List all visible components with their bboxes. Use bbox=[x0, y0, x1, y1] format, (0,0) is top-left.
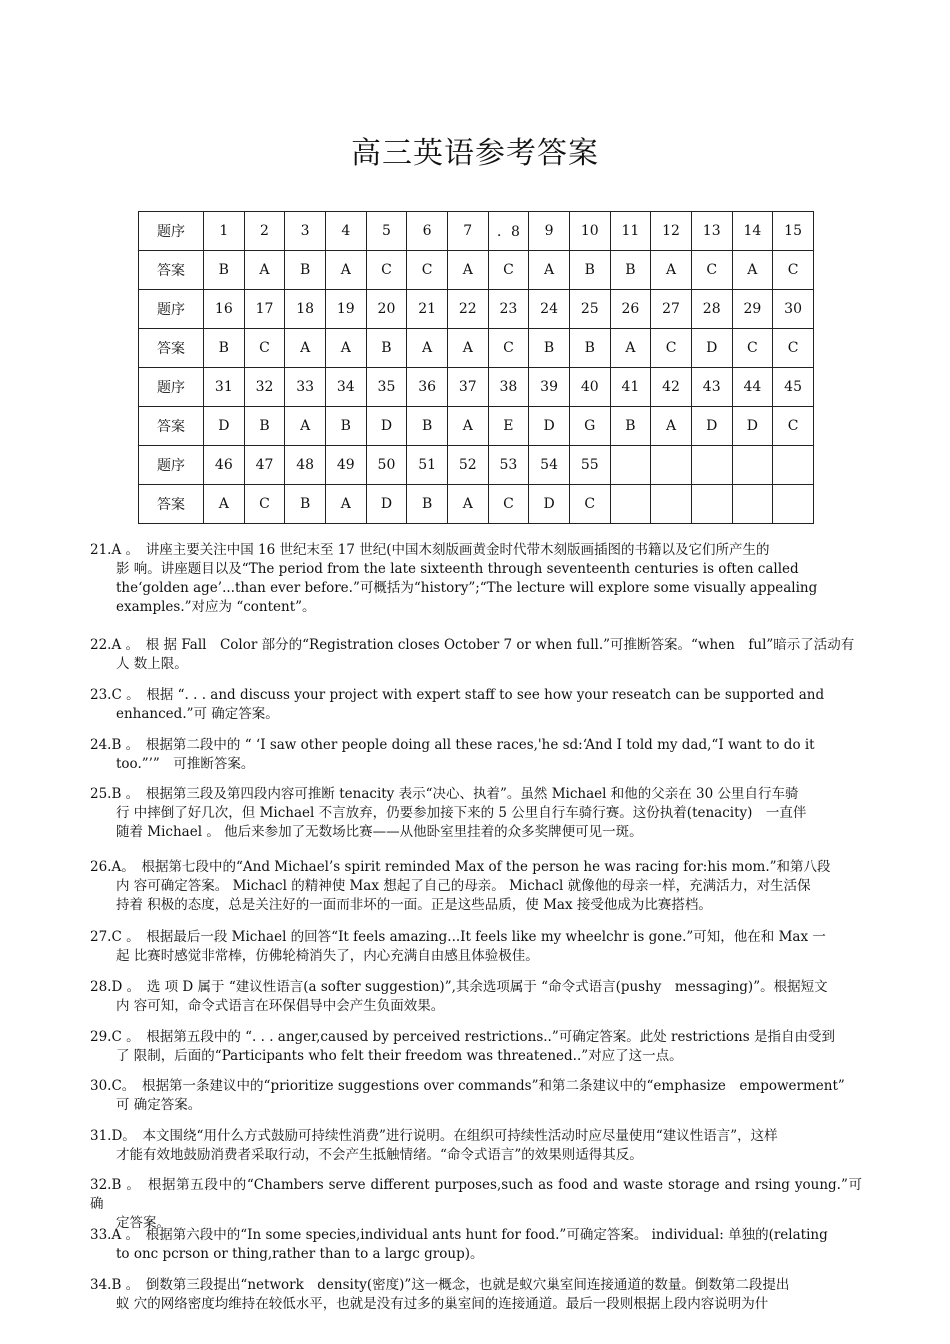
answer-cell: D bbox=[204, 407, 245, 446]
answer-cell: A bbox=[285, 329, 326, 368]
explanation-first-line: 34.B 。 倒数第三段提出“network density(密度)”这一概念，也就是蚁穴巢室间连接通道的数量。倒数第二段提出 bbox=[90, 1277, 790, 1293]
question-number-cell: 12 bbox=[651, 212, 692, 251]
explanation-continuation-line: 人 数上限。 bbox=[116, 656, 188, 672]
answer-cell: B bbox=[244, 407, 285, 446]
question-number-cell: 41 bbox=[610, 368, 651, 407]
question-number-cell: 26 bbox=[610, 290, 651, 329]
answer-cell: C bbox=[773, 251, 814, 290]
answer-cell: A bbox=[529, 251, 570, 290]
question-number-cell: 7 bbox=[447, 212, 488, 251]
explanation-item bbox=[90, 978, 862, 1016]
question-number-cell: 20 bbox=[366, 290, 407, 329]
answer-row bbox=[139, 329, 814, 368]
answer-row bbox=[139, 251, 814, 290]
explanation-item bbox=[90, 928, 862, 966]
answer-cell: B bbox=[204, 329, 245, 368]
answer-cell: C bbox=[569, 485, 610, 524]
answer-cell: D bbox=[529, 407, 570, 446]
question-number-cell: 6 bbox=[407, 212, 448, 251]
explanation-item bbox=[90, 1077, 862, 1115]
explanation-continuation-line: 内 容可确定答案。 Michacl 的精神使 Max 想起了自己的母亲。 Michacl 就像他的母亲一样，充满活力，对生活保 bbox=[116, 878, 811, 894]
answer-cell: A bbox=[651, 251, 692, 290]
question-number-cell: 2 bbox=[244, 212, 285, 251]
explanation-first-line: 23.C 。 根据 “. . . and discuss your project with expert staff to see how your reseatch can be supported and bbox=[90, 687, 825, 703]
question-number-cell: 42 bbox=[651, 368, 692, 407]
explanation-item bbox=[90, 785, 862, 842]
answer-cell bbox=[773, 485, 814, 524]
answer-cell: B bbox=[366, 329, 407, 368]
answer-cell: B bbox=[407, 485, 448, 524]
question-number-cell: 51 bbox=[407, 446, 448, 485]
question-number-cell: 28 bbox=[691, 290, 732, 329]
question-number-cell: 54 bbox=[529, 446, 570, 485]
explanation-item bbox=[90, 1226, 862, 1264]
answer-cell: B bbox=[407, 407, 448, 446]
answer-cell: B bbox=[285, 251, 326, 290]
row-label: 答案 bbox=[139, 407, 204, 446]
question-number-cell: 53 bbox=[488, 446, 529, 485]
answer-cell: D bbox=[366, 485, 407, 524]
answer-cell: A bbox=[447, 329, 488, 368]
explanation-first-line: 28.D 。 选 项 D 属于 “建议性语言(a softer suggestion)”,其余选项属于 “命令式语言(pushy messaging)”。根据短文 bbox=[90, 979, 828, 995]
answer-cell: A bbox=[447, 251, 488, 290]
question-number-cell: 49 bbox=[325, 446, 366, 485]
answer-cell: D bbox=[691, 407, 732, 446]
answer-cell: B bbox=[569, 329, 610, 368]
question-number-cell: 21 bbox=[407, 290, 448, 329]
answer-cell: A bbox=[732, 251, 773, 290]
explanation-continuation-line: 持着 积极的态度，总是关注好的一面而非坏的一面。正是这些品质，使 Max 接受他成为比赛搭档。 bbox=[116, 897, 712, 913]
explanation-item bbox=[90, 636, 862, 674]
answer-cell: A bbox=[325, 329, 366, 368]
answer-cell: A bbox=[325, 485, 366, 524]
question-number-cell: 43 bbox=[691, 368, 732, 407]
question-number-cell bbox=[773, 446, 814, 485]
answer-cell: D bbox=[691, 329, 732, 368]
question-number-cell: 11 bbox=[610, 212, 651, 251]
answer-cell: A bbox=[407, 329, 448, 368]
answer-cell bbox=[651, 485, 692, 524]
question-number-cell: 50 bbox=[366, 446, 407, 485]
question-number-cell: 22 bbox=[447, 290, 488, 329]
answer-cell: B bbox=[285, 485, 326, 524]
answer-cell: C bbox=[488, 329, 529, 368]
explanation-continuation-line: the‘golden age’...than ever before.”可概括为“history”;“The lecture will explore some visually appealing bbox=[116, 580, 818, 596]
explanation-item bbox=[90, 858, 862, 915]
answer-row bbox=[139, 407, 814, 446]
question-number-cell: 37 bbox=[447, 368, 488, 407]
explanation-first-line: 30.C。 根据第一条建议中的“prioritize suggestions over commands”和第二条建议中的“emphasize empowerment” bbox=[90, 1078, 845, 1094]
answer-cell: D bbox=[732, 407, 773, 446]
row-label: 题序 bbox=[139, 212, 204, 251]
question-number-cell: 48 bbox=[285, 446, 326, 485]
answer-cell: C bbox=[773, 329, 814, 368]
explanation-first-line: 26.A。 根据第七段中的“And Michael’s spirit reminded Max of the person he was racing for:his mom.”和第八段 bbox=[90, 859, 831, 875]
question-number-cell: 45 bbox=[773, 368, 814, 407]
question-number-cell: 23 bbox=[488, 290, 529, 329]
answer-cell: C bbox=[407, 251, 448, 290]
answer-cell: A bbox=[447, 485, 488, 524]
answer-table bbox=[138, 211, 814, 524]
question-number-cell bbox=[651, 446, 692, 485]
answer-cell: B bbox=[610, 251, 651, 290]
explanation-first-line: 22.A 。 根 据 Fall Color 部分的“Registration closes October 7 or when full.”可推断答案。“when ful”暗示了活动有 bbox=[90, 637, 855, 653]
answer-cell: G bbox=[569, 407, 610, 446]
question-number-cell: 5 bbox=[366, 212, 407, 251]
question-number-row bbox=[139, 446, 814, 485]
row-label: 题序 bbox=[139, 368, 204, 407]
page-title: 高三英语参考答案 bbox=[351, 136, 599, 171]
question-number-cell: 24 bbox=[529, 290, 570, 329]
explanation-first-line: 33.A 。 根据第六段中的“In some species,individual ants hunt for food.”可确定答案。 individual: 单独的(relating bbox=[90, 1227, 828, 1243]
question-number-cell: 25 bbox=[569, 290, 610, 329]
row-label: 答案 bbox=[139, 251, 204, 290]
answer-cell: C bbox=[691, 251, 732, 290]
question-number-cell: 19 bbox=[325, 290, 366, 329]
question-number-cell: 44 bbox=[732, 368, 773, 407]
explanation-continuation-line: 才能有效地鼓励消费者采取行动，不会产生抵触情绪。“命令式语言”的效果则适得其反。 bbox=[116, 1147, 643, 1163]
explanation-continuation-line: 了 限制，后面的“Participants who felt their freedom was threatened..”对应了这一点。 bbox=[116, 1048, 683, 1064]
explanation-continuation-line: enhanced.”可 确定答案。 bbox=[116, 706, 279, 722]
explanation-item bbox=[90, 736, 862, 774]
answer-cell: B bbox=[325, 407, 366, 446]
question-number-cell: 35 bbox=[366, 368, 407, 407]
explanation-first-line: 31.D。 本文围绕“用什么方式鼓励可持续性消费”进行说明。在组织可持续性活动时应尽量使用“建议性语言”，这样 bbox=[90, 1128, 778, 1144]
answer-cell: C bbox=[366, 251, 407, 290]
answer-cell: C bbox=[773, 407, 814, 446]
question-number-cell: 34 bbox=[325, 368, 366, 407]
explanation-continuation-line: 可 确定答案。 bbox=[116, 1097, 202, 1113]
question-number-cell: 30 bbox=[773, 290, 814, 329]
answer-cell: E bbox=[488, 407, 529, 446]
question-number-cell: 36 bbox=[407, 368, 448, 407]
explanation-item bbox=[90, 1127, 862, 1165]
question-number-cell bbox=[732, 446, 773, 485]
answer-cell: C bbox=[488, 485, 529, 524]
answer-row bbox=[139, 485, 814, 524]
explanation-first-line: 27.C 。 根据最后一段 Michael 的回答“It feels amazing...It feels like my wheelchr is gone.”可知，他在和 Max 一 bbox=[90, 929, 826, 945]
question-number-cell: 32 bbox=[244, 368, 285, 407]
answer-cell: B bbox=[610, 407, 651, 446]
explanation-continuation-line: 影 响。讲座题目以及“The period from the late sixteenth through seventeenth centuries is often called bbox=[116, 561, 799, 577]
explanation-first-line: 24.B 。 根据第二段中的 “ ‘I saw other people doing all these races,'he sd:‘And I told my dad,“I want to do it bbox=[90, 737, 815, 753]
question-number-cell: 14 bbox=[732, 212, 773, 251]
question-number-cell: 55 bbox=[569, 446, 610, 485]
question-number-cell: 29 bbox=[732, 290, 773, 329]
explanation-first-line: 25.B 。 根据第三段及第四段内容可推断 tenacity 表示“决心、执着”。虽然 Michael 和他的父亲在 30 公里自行车骑 bbox=[90, 786, 799, 802]
answer-cell: C bbox=[244, 329, 285, 368]
answer-cell: A bbox=[204, 485, 245, 524]
answer-cell: B bbox=[204, 251, 245, 290]
question-number-cell: 10 bbox=[569, 212, 610, 251]
answer-cell: B bbox=[529, 329, 570, 368]
explanation-continuation-line: too.”’” 可推断答案。 bbox=[116, 756, 255, 772]
question-number-cell: 1 bbox=[204, 212, 245, 251]
explanation-item bbox=[90, 686, 862, 724]
question-number-cell: 13 bbox=[691, 212, 732, 251]
explanation-continuation-line: 随着 Michael 。 他后来参加了无数场比赛——从他卧室里挂着的众多奖牌便可见一斑。 bbox=[116, 824, 643, 840]
explanation-continuation-line: 定答案。 bbox=[116, 1215, 170, 1231]
answer-cell: A bbox=[447, 407, 488, 446]
question-number-row bbox=[139, 368, 814, 407]
explanation-first-line: 29.C 。 根据第五段中的 “. . . anger,caused by perceived restrictions..”可确定答案。此处 restrictions 是指自由受到 bbox=[90, 1029, 835, 1045]
question-number-cell: 9 bbox=[529, 212, 570, 251]
answer-cell: A bbox=[651, 407, 692, 446]
explanation-continuation-line: 蚁 穴的网络密度均维持在较低水平，也就是没有过多的巢室间的连接通道。最后一段则根据上段内容说明为什 bbox=[116, 1296, 769, 1312]
answer-cell: C bbox=[732, 329, 773, 368]
question-number-cell: 38 bbox=[488, 368, 529, 407]
answer-cell: A bbox=[325, 251, 366, 290]
explanation-item bbox=[90, 541, 862, 617]
answer-cell: A bbox=[244, 251, 285, 290]
question-number-cell: 4 bbox=[325, 212, 366, 251]
answer-cell bbox=[732, 485, 773, 524]
question-number-cell: 39 bbox=[529, 368, 570, 407]
row-label: 答案 bbox=[139, 329, 204, 368]
explanation-continuation-line: 起 比赛时感觉非常棒，仿佛轮椅消失了，内心充满自由感且体验极佳。 bbox=[116, 948, 539, 964]
answer-cell bbox=[691, 485, 732, 524]
question-number-cell: 31 bbox=[204, 368, 245, 407]
explanation-continuation-line: 内 容可知，命令式语言在环保倡导中会产生负面效果。 bbox=[116, 998, 445, 1014]
explanation-continuation-line: to onc pcrson or thing,rather than to a largc group)。 bbox=[116, 1246, 484, 1262]
row-label: 答案 bbox=[139, 485, 204, 524]
answer-cell bbox=[610, 485, 651, 524]
question-number-cell: 16 bbox=[204, 290, 245, 329]
question-number-cell: 18 bbox=[285, 290, 326, 329]
answer-cell: D bbox=[529, 485, 570, 524]
answer-cell: A bbox=[610, 329, 651, 368]
question-number-cell: 47 bbox=[244, 446, 285, 485]
question-number-cell: 40 bbox=[569, 368, 610, 407]
explanation-first-line: 21.A 。 讲座主要关注中国 16 世纪末至 17 世纪(中国木刻版画黄金时代带木刻版画插图的书籍以及它们所产生的 bbox=[90, 542, 770, 558]
question-number-cell: ．8 bbox=[488, 212, 529, 251]
question-number-cell: 17 bbox=[244, 290, 285, 329]
explanation-item bbox=[90, 1028, 862, 1066]
answer-cell: C bbox=[244, 485, 285, 524]
row-label: 题序 bbox=[139, 290, 204, 329]
answer-cell: B bbox=[569, 251, 610, 290]
explanation-continuation-line: examples.”对应为 “content”。 bbox=[116, 599, 316, 615]
explanation-item bbox=[90, 1176, 862, 1233]
question-number-cell bbox=[691, 446, 732, 485]
answer-cell: A bbox=[285, 407, 326, 446]
explanation-item bbox=[90, 1276, 862, 1314]
answer-cell: D bbox=[366, 407, 407, 446]
question-number-row bbox=[139, 212, 814, 251]
question-number-cell: 27 bbox=[651, 290, 692, 329]
question-number-cell: 33 bbox=[285, 368, 326, 407]
question-number-cell: 3 bbox=[285, 212, 326, 251]
question-number-cell bbox=[610, 446, 651, 485]
explanation-continuation-line: 行 中摔倒了好几次，但 Michael 不言放弃，仍要参加接下来的 5 公里自行车骑行赛。这份执着(tenacity) 一直伴 bbox=[116, 805, 807, 821]
answer-cell: C bbox=[488, 251, 529, 290]
question-number-cell: 52 bbox=[447, 446, 488, 485]
explanation-first-line: 32.B 。 根据第五段中的“Chambers serve different purposes,such as food and waste storage and rsing young.”可 确 bbox=[90, 1177, 862, 1212]
answer-cell: C bbox=[651, 329, 692, 368]
question-number-cell: 15 bbox=[773, 212, 814, 251]
row-label: 题序 bbox=[139, 446, 204, 485]
question-number-cell: 46 bbox=[204, 446, 245, 485]
question-number-row bbox=[139, 290, 814, 329]
